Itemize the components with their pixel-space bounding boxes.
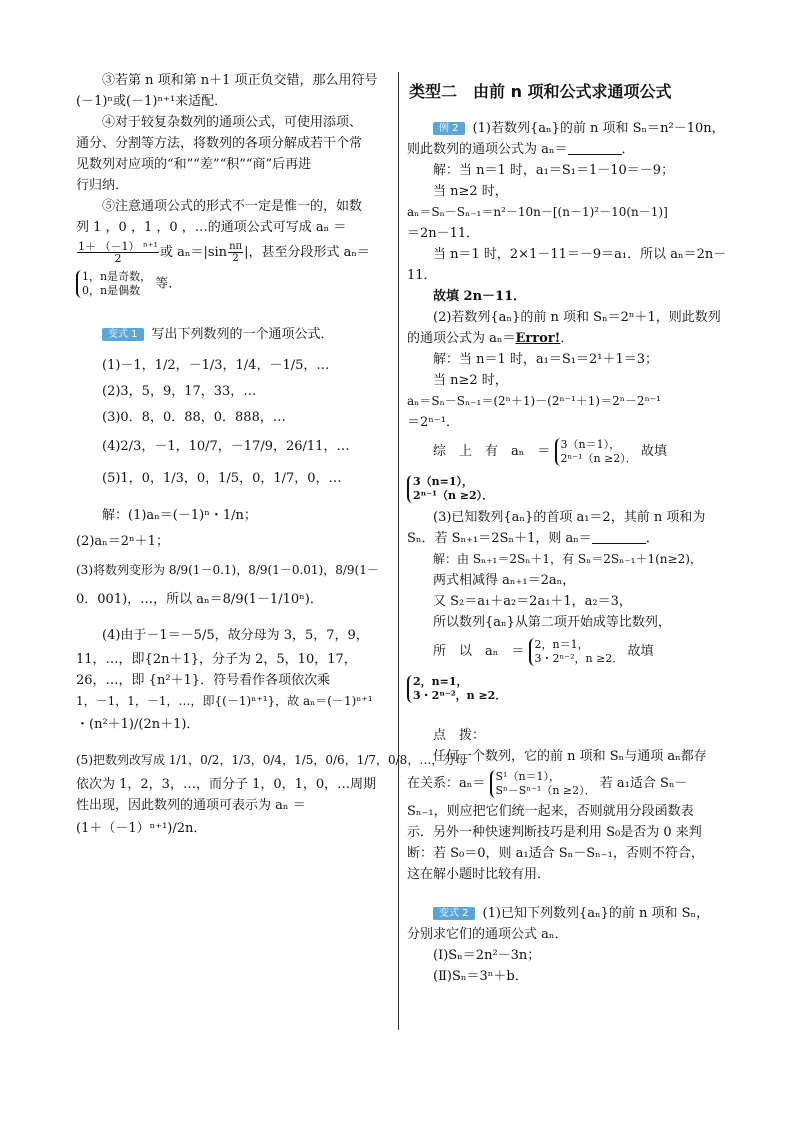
solution-line: (3)将数列变形为 8/9(1－0.1)，8/9(1－0.01)，8/9(1－ <box>76 563 379 577</box>
error-text: Error! <box>515 331 561 346</box>
example-badge: 例 2 <box>433 122 465 135</box>
formula-line: $\frac{\text{1＋ （－1） ⁿ⁺¹}}{2}$ 或 aₙ＝|sin $\frac{n\pi}{2}$ |，甚至分段形式 aₙ＝ <box>78 240 370 265</box>
solution-line: 11，…，即{2n＋1}，分子为 2，5，10，17， <box>76 652 357 667</box>
text-line: (2)若数列{aₙ}的前 n 项和 Sₙ＝2ⁿ＋1，则此数列 <box>433 310 721 325</box>
question-line: (2)3，5，9，17，33，… <box>102 384 257 399</box>
right-column <box>407 70 727 987</box>
text-line: 列 1 ，0 ，1 ，0 ，…的通项公式可写成 aₙ ＝ <box>76 220 347 235</box>
variant2-question: 变式 2 (1)已知下列数列{aₙ}的前 n 项和 Sₙ， <box>407 903 721 924</box>
text-line: (－1)ⁿ或(－1)ⁿ⁺¹来适配． <box>76 94 228 109</box>
solution-line: 当 n≥2 时， <box>433 184 508 199</box>
tip-line: 示．另外一种快速判断技巧是利用 S₀是否为 0 来判 <box>407 825 702 840</box>
tip-line: 这在解小题时比较有用． <box>407 867 551 882</box>
text-line: 的通项公式为 aₙ＝Error!． <box>407 331 574 346</box>
solution-line: (4)由于－1＝－5/5，故分母为 3，5，7，9， <box>102 628 369 643</box>
text-line: ③若第 n 项和第 n＋1 项正负交错，那么用符号 <box>102 73 378 88</box>
solution-line: 又 S₂＝a₁＋a₂＝2a₁＋1，a₂＝3， <box>433 594 632 609</box>
tip-line: 任何一个数列，它的前 n 项和 Sₙ与通项 aₙ都存 <box>433 749 707 764</box>
solution-line: aₙ＝Sₙ－Sₙ₋₁＝n²－10n－[(n－1)²－10(n－1)] <box>407 205 668 219</box>
text-line: 则此数列的通项公式为 aₙ＝ ． <box>407 142 635 157</box>
solution-line: ＝2ⁿ⁻¹． <box>407 415 459 430</box>
piecewise-brace: S¹（n＝1）， Sⁿ－Sⁿ⁻¹（n ≥2）． <box>490 770 596 798</box>
solution-line: ・(n²＋1)/(2n＋1)． <box>76 717 200 732</box>
solution-line: 1，－1，1，－1，…，即{(－1)ⁿ⁺¹}，故 aₙ＝(－1)ⁿ⁺¹ <box>76 694 373 708</box>
solution-line: 当 n≥2 时， <box>433 373 508 388</box>
solution-line: ＝2n－11． <box>407 226 480 241</box>
solution-line: 依次为 1，2，3，…，而分子 1，0，1，0，…周期 <box>76 777 377 792</box>
solution-line: 11． <box>407 268 437 283</box>
solution-line: 解：(1)aₙ＝(－1)ⁿ・1/n； <box>102 508 257 523</box>
text-line: 分别求它们的通项公式 aₙ． <box>407 927 568 942</box>
example2-question: 例 2 (1)若数列{aₙ}的前 n 项和 Sₙ＝n²－10n， <box>407 118 721 139</box>
answer-line: 故填 2n－11． <box>433 289 527 304</box>
tip-line: 断：若 S₀＝0，则 a₁适合 Sₙ－Sₙ₋₁，否则不符合， <box>407 846 704 861</box>
text-line: ⑤注意通项公式的形式不一定是惟一的，如数 <box>102 199 363 214</box>
solution-line: aₙ＝Sₙ－Sₙ₋₁＝(2ⁿ＋1)－(2ⁿ⁻¹＋1)＝2ⁿ－2ⁿ⁻¹ <box>407 394 661 408</box>
piecewise-brace: 3（n=1）， 2ⁿ⁻¹（n ≥2）． <box>407 475 493 503</box>
solution-line: 26，…，即 {n²＋1}．符号看作各项依次乘 <box>76 673 331 688</box>
variant1-title: 变式 1 写出下列数列的一个通项公式． <box>76 324 390 345</box>
solution-line: 解：由 Sₙ₊₁＝2Sₙ＋1，有 Sₙ＝2Sₙ₋₁＋1(n≥2)， <box>433 552 702 566</box>
piecewise-brace: 3（n＝1）， 2ⁿ⁻¹（n ≥2）． <box>555 438 637 466</box>
column-divider <box>398 72 399 1030</box>
tip-relation: 在关系：aₙ＝ S¹（n＝1）， Sⁿ－Sⁿ⁻¹（n ≥2）． 若 a₁适合 Sₙ－ <box>407 769 688 797</box>
solution-line: 解：当 n＝1 时，a₁＝S₁＝1－10＝－9； <box>433 163 675 178</box>
answer-line <box>407 671 721 707</box>
text-line: 通分、分割等方法，将数列的各项分解成若干个常 <box>76 136 363 151</box>
answer-blank <box>592 531 646 544</box>
fraction: $\frac{\text{1＋ （－1） ⁿ⁺¹}}{2}$ <box>78 240 158 265</box>
question-line: (4)2/3，－1，10/7，－17/9，26/11，… <box>102 439 350 454</box>
solution-line: (2)aₙ＝2ⁿ＋1； <box>76 534 169 549</box>
solution-line: 两式相减得 aₙ₊₁＝2aₙ， <box>433 573 576 588</box>
tip-line: Sₙ₋₁，则应把它们统一起来，否则就用分段函数表 <box>407 804 694 819</box>
variant-badge: 变式 2 <box>433 907 475 920</box>
text-line: Sₙ．若 Sₙ₊₁＝2Sₙ＋1，则 aₙ＝ ． <box>407 531 659 546</box>
solution-line: (1＋（－1）ⁿ⁺¹)/2n． <box>76 821 207 836</box>
solution-line: 当 n＝1 时，2×1－11＝－9＝a₁．所以 aₙ＝2n－ <box>433 247 727 262</box>
solution-line: 解：当 n＝1 时，a₁＝S₁＝2¹＋1＝3； <box>433 352 659 367</box>
solution-line: (5)把数列改写成 1/1，0/2，1/3，0/4，1/5，0/6，1/7，0/8，…，分母 <box>76 753 468 767</box>
text-line: (3)已知数列{aₙ}的首项 a₁＝2，其前 n 项和为 <box>433 510 706 525</box>
text-line: (Ⅱ)Sₙ＝3ⁿ＋b． <box>433 969 528 984</box>
piecewise-brace: 2，n=1， 3・2ⁿ⁻²，n ≥2． <box>407 675 506 703</box>
piecewise-line: 1，n是奇数， 0，n是偶数 等． <box>76 270 390 298</box>
text-line: 行归纳． <box>76 178 129 193</box>
tip-title: 点 拨： <box>433 728 486 743</box>
fraction: $\frac{n\pi}{2}$ <box>229 241 243 264</box>
text-line: (Ⅰ)Sₙ＝2n²－3n； <box>433 948 541 963</box>
summary-line: 所 以 aₙ ＝ 2，n＝1， 3・2ⁿ⁻²，n ≥2． 故填 <box>433 637 654 665</box>
text-line: 见数列对应项的“和”“差”“积”“商”后再进 <box>76 157 312 172</box>
summary-line: 综 上 有 aₙ ＝ 3（n＝1）， 2ⁿ⁻¹（n ≥2）． 故填 <box>433 437 667 465</box>
solution-line: 性出现，因此数列的通项可表示为 aₙ ＝ <box>76 798 306 813</box>
piecewise-brace: 2，n＝1， 3・2ⁿ⁻²，n ≥2． <box>529 638 624 666</box>
question-line: (3)0．8，0．88，0．888，… <box>102 410 286 425</box>
answer-blank <box>568 142 622 155</box>
variant-badge: 变式 1 <box>102 328 144 341</box>
text-line: ④对于较复杂数列的通项公式，可使用添项、 <box>102 115 363 130</box>
question-line: (1)－1，1/2，－1/3，1/4，－1/5，… <box>102 358 330 373</box>
solution-line: 所以数列{aₙ}从第二项开始成等比数列， <box>433 615 671 630</box>
solution-line: 0．001)，…，所以 aₙ＝8/9(1－1/10ⁿ)． <box>76 592 323 607</box>
piecewise-brace: 1，n是奇数， 0，n是偶数 <box>76 270 151 298</box>
answer-line <box>407 471 721 507</box>
section-heading: 类型二 由前 n 项和公式求通项公式 <box>409 82 672 101</box>
question-line: (5)1，0，1/3，0，1/5，0，1/7，0，… <box>102 471 342 486</box>
